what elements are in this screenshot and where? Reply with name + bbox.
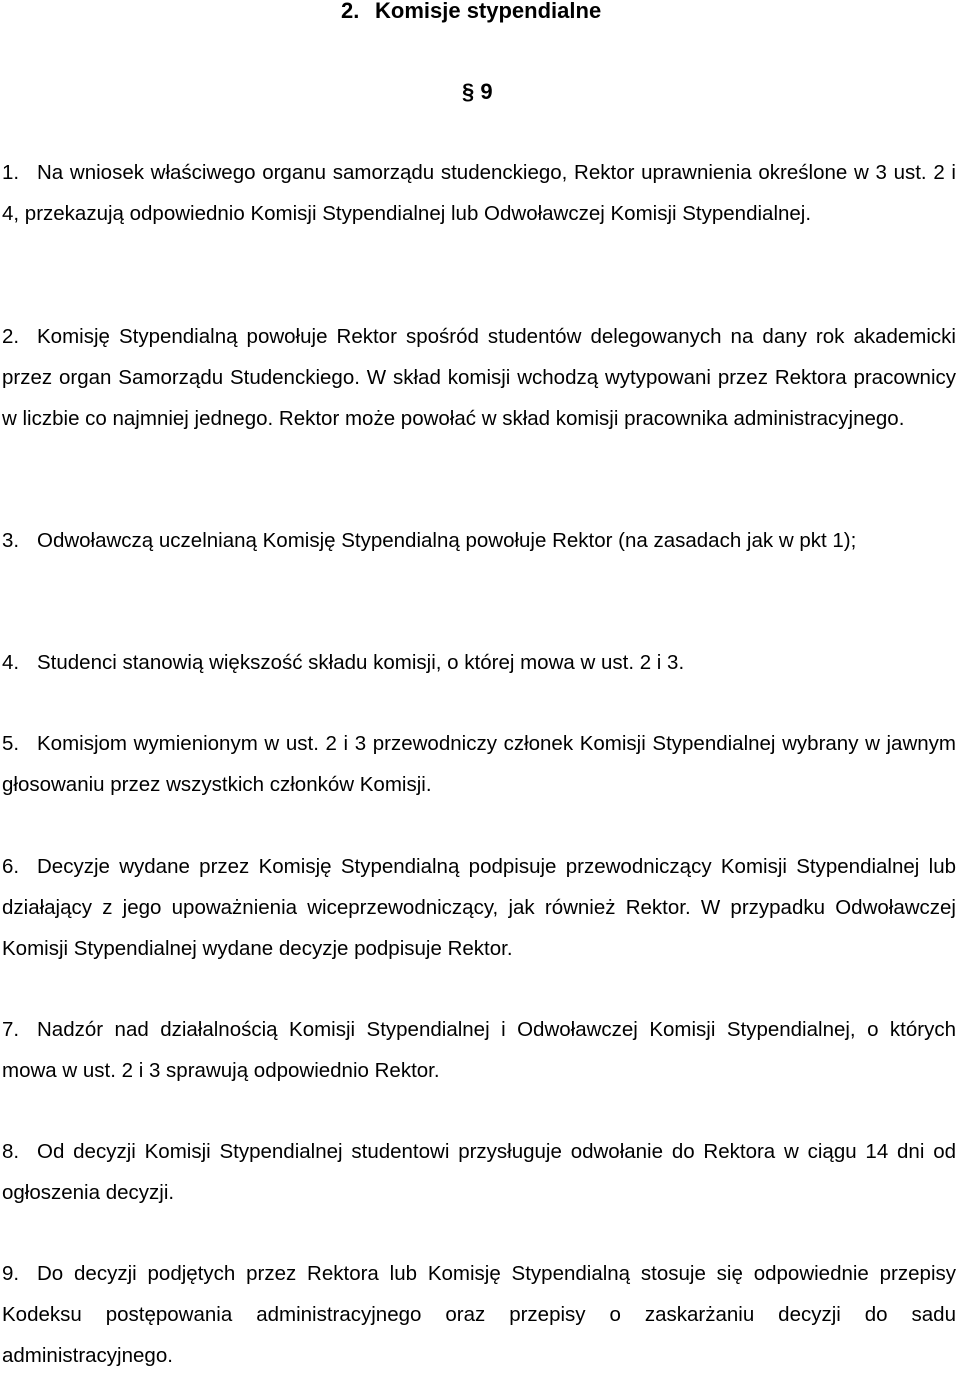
item-text: Studenci stanowią większość składu komisji, o której mowa w ust. 2 i 3. <box>37 651 685 674</box>
item-number: 4. <box>2 651 20 674</box>
list-item <box>2 1253 956 1376</box>
section-title-text: Komisje stypendialne <box>375 0 602 23</box>
item-text: Decyzje wydane przez Komisję Stypendialną podpisuje przewodniczący Komisji Stypendialnej lub działający z jego upoważnienia wiceprzewodniczący, jak również Rektor. W przypadku Odwoławczej Komisji Stypendialnej wydane decyzje podpisuje Rektor. <box>2 855 956 960</box>
item-text: Od decyzji Komisji Stypendialnej studentowi przysługuje odwołanie do Rektora w ciągu 14 dni od ogłoszenia decyzji. <box>2 1140 956 1204</box>
list-item <box>2 846 956 969</box>
paragraph-mark: § 9 <box>462 79 493 104</box>
item-text: Do decyzji podjętych przez Rektora lub Komisję Stypendialną stosuje się odpowiednie przepisy Kodeksu postępowania administracyjnego oraz przepisy o zaskarżaniu decyzji do sadu administracyjnego. <box>2 1262 956 1367</box>
item-number: 1. <box>2 161 20 184</box>
list-item <box>2 642 956 683</box>
list-item <box>2 152 956 234</box>
item-text: Komisjom wymienionym w ust. 2 i 3 przewodniczy członek Komisji Stypendialnej wybrany w jawnym głosowaniu przez wszystkich członków Komisji. <box>2 732 956 796</box>
item-number: 8. <box>2 1140 20 1163</box>
item-number: 7. <box>2 1018 20 1041</box>
item-number: 6. <box>2 855 20 878</box>
section-title <box>0 0 960 24</box>
item-text: Komisję Stypendialną powołuje Rektor spośród studentów delegowanych na dany rok akademicki przez organ Samorządu Studenckiego. W skład komisji wchodzą wytypowani przez Rektora pracownicy w liczbie co najmniej jednego. Rektor może powołać w skład komisji pracownika administracyjnego. <box>2 325 956 430</box>
list-item <box>2 1009 956 1091</box>
list-item <box>2 723 956 805</box>
item-text: Nadzór nad działalnością Komisji Stypendialnej i Odwoławczej Komisji Stypendialnej, o których mowa w ust. 2 i 3 sprawują odpowiednio Rektor. <box>2 1018 956 1082</box>
item-number: 2. <box>2 325 20 348</box>
list-item <box>2 520 956 561</box>
item-number: 9. <box>2 1262 20 1285</box>
item-text: Odwoławczą uczelnianą Komisję Stypendialną powołuje Rektor (na zasadach jak w pkt 1); <box>37 529 857 552</box>
item-number: 5. <box>2 732 20 755</box>
list-item <box>2 316 956 439</box>
section-number: 2. <box>341 0 360 23</box>
list-item <box>2 1131 956 1213</box>
item-number: 3. <box>2 529 20 552</box>
item-text: Na wniosek właściwego organu samorządu studenckiego, Rektor uprawnienia określone w 3 ust. 2 i 4, przekazują odpowiednio Komisji Stypendialnej lub Odwoławczej Komisji Stypendialnej. <box>2 161 956 225</box>
